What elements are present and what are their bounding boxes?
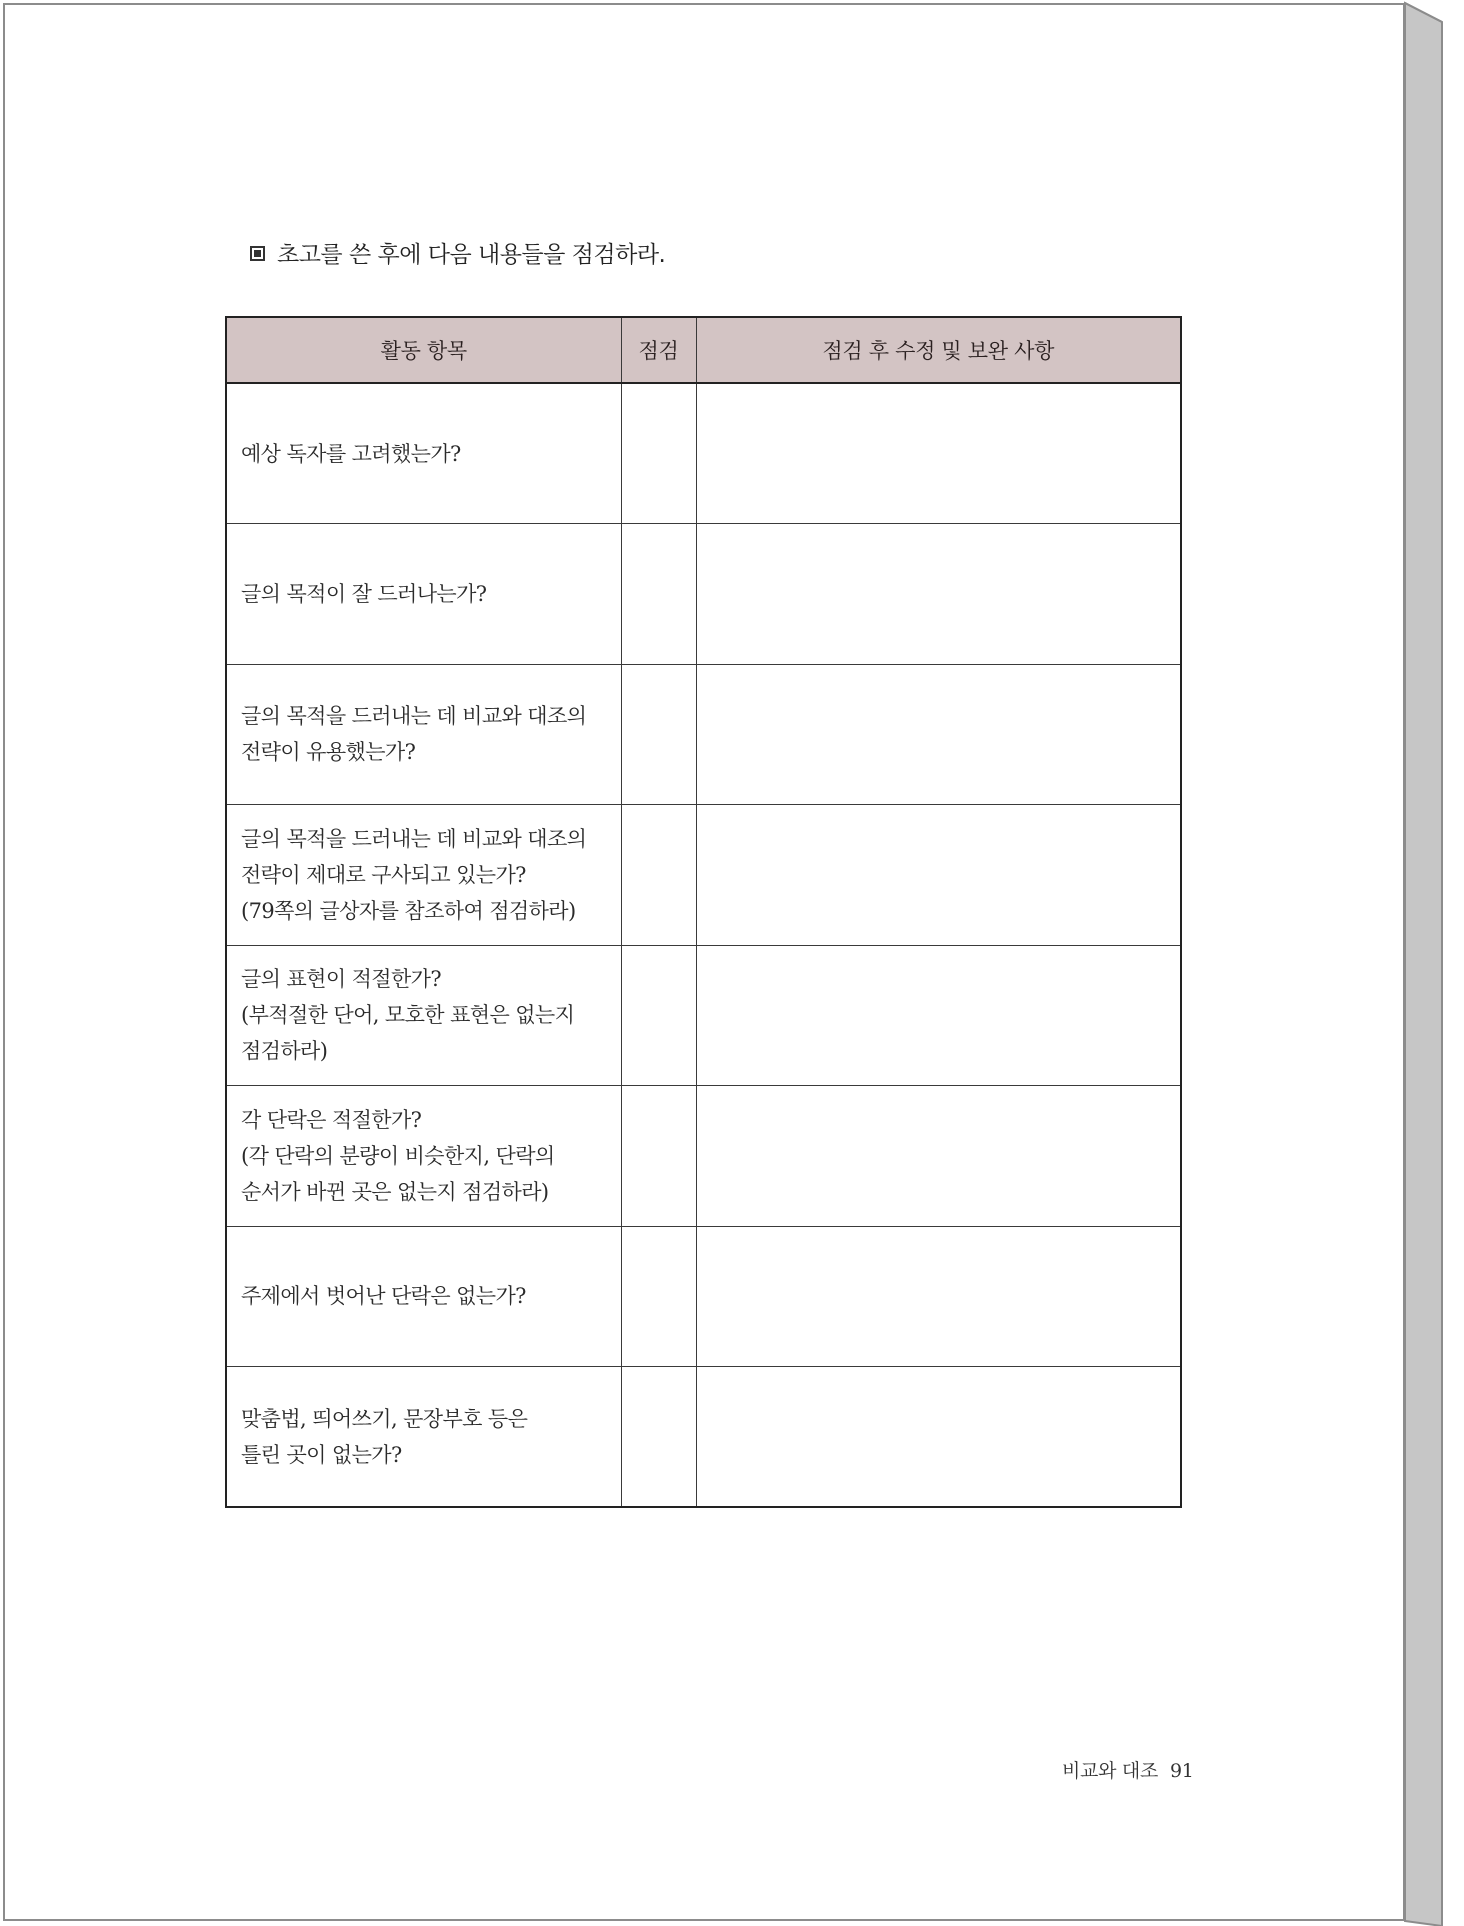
- activity-item-cell: [226, 1367, 621, 1508]
- revision-notes-cell[interactable]: [696, 524, 1181, 665]
- check-cell[interactable]: [621, 664, 696, 805]
- table-row: [226, 945, 1181, 1086]
- activity-item-cell: [226, 664, 621, 805]
- check-cell[interactable]: [621, 1086, 696, 1227]
- section-title: 비교와 대조: [1062, 1760, 1159, 1782]
- square-bullet-icon: [250, 246, 265, 261]
- activity-item-cell: [226, 945, 621, 1086]
- check-cell[interactable]: [621, 1367, 696, 1508]
- header-activity-item: 활동 항목: [226, 317, 621, 383]
- activity-item-cell: [226, 805, 621, 946]
- page-footer: [1062, 1756, 1194, 1783]
- activity-item-cell: [226, 1226, 621, 1367]
- activity-item-text-line: 맞춤법, 띄어쓰기, 문장부호 등은: [241, 1406, 528, 1431]
- table-row: [226, 664, 1181, 805]
- page-number: 91: [1170, 1760, 1194, 1782]
- table-header-row: [226, 317, 1181, 383]
- activity-item-text-line: 전략이 제대로 구사되고 있는가?: [241, 862, 526, 887]
- activity-item-text-line: 글의 목적을 드러내는 데 비교와 대조의: [241, 704, 587, 729]
- checklist-table: [225, 316, 1182, 1508]
- revision-notes-cell[interactable]: [696, 664, 1181, 805]
- table-row: [226, 1086, 1181, 1227]
- revision-notes-cell[interactable]: [696, 1086, 1181, 1227]
- activity-item-text-line: (79쪽의 글상자를 참조하여 점검하라): [241, 898, 576, 923]
- activity-item-text-line: 순서가 바뀐 곳은 없는지 점검하라): [241, 1179, 549, 1204]
- activity-item-text-line: 글의 목적이 잘 드러나는가?: [241, 581, 487, 606]
- table-row: [226, 1367, 1181, 1508]
- activity-item-cell: [226, 524, 621, 665]
- check-cell[interactable]: [621, 805, 696, 946]
- activity-item-text-line: 글의 표현이 적절한가?: [241, 967, 441, 992]
- check-cell[interactable]: [621, 524, 696, 665]
- check-cell[interactable]: [621, 945, 696, 1086]
- table-row: [226, 383, 1181, 524]
- check-cell[interactable]: [621, 383, 696, 524]
- activity-item-cell: [226, 383, 621, 524]
- revision-notes-cell[interactable]: [696, 945, 1181, 1086]
- activity-item-text-line: (부적절한 단어, 모호한 표현은 없는지: [241, 1003, 575, 1028]
- activity-item-text-line: 전략이 유용했는가?: [241, 740, 416, 765]
- activity-item-cell: [226, 1086, 621, 1227]
- check-cell[interactable]: [621, 1226, 696, 1367]
- activity-item-text-line: (각 단락의 분량이 비슷한지, 단락의: [241, 1143, 555, 1168]
- header-revision-notes: 점검 후 수정 및 보완 사항: [696, 317, 1181, 383]
- activity-item-text-line: 글의 목적을 드러내는 데 비교와 대조의: [241, 826, 587, 851]
- activity-item-text-line: 점검하라): [241, 1039, 328, 1064]
- instruction-text: 초고를 쓴 후에 다음 내용들을 점검하라.: [277, 242, 666, 268]
- table-row: [226, 524, 1181, 665]
- revision-notes-cell[interactable]: [696, 383, 1181, 524]
- activity-item-text-line: 틀린 곳이 없는가?: [241, 1442, 402, 1467]
- table-row: [226, 1226, 1181, 1367]
- activity-item-text-line: 예상 독자를 고려했는가?: [241, 441, 461, 466]
- activity-item-text-line: 각 단락은 적절한가?: [241, 1107, 422, 1132]
- activity-item-text-line: 주제에서 벗어난 단락은 없는가?: [241, 1284, 526, 1309]
- header-check: 점검: [621, 317, 696, 383]
- revision-notes-cell[interactable]: [696, 805, 1181, 946]
- instruction-heading: [250, 236, 665, 269]
- revision-notes-cell[interactable]: [696, 1226, 1181, 1367]
- table-row: [226, 805, 1181, 946]
- revision-notes-cell[interactable]: [696, 1367, 1181, 1508]
